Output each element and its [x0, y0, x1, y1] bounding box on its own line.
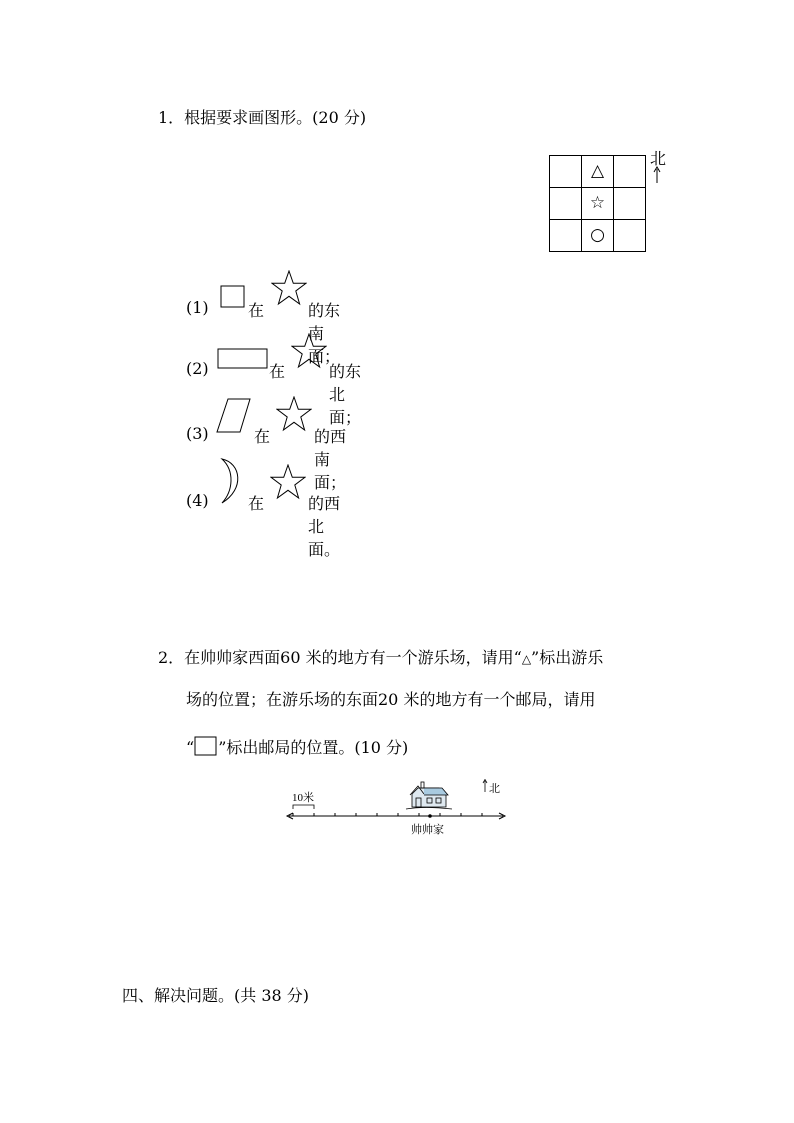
north-arrow-icon — [482, 779, 488, 793]
post-office-square-icon — [194, 736, 218, 756]
q1-title: 1．根据要求画图形。(20 分) — [158, 108, 367, 127]
grid-cell — [550, 188, 582, 220]
rectangle-icon — [217, 348, 269, 370]
number-line-diagram — [284, 776, 508, 836]
q2-line-2: 场的位置；在游乐场的东面20 米的地方有一个邮局，请用 — [186, 690, 596, 709]
scale-label: 10米 — [292, 792, 314, 804]
item-direction: 的西南面； — [314, 427, 347, 492]
star-icon — [271, 270, 307, 306]
house-icon — [406, 782, 452, 809]
item-at: 在 — [254, 427, 271, 446]
triangle-symbol: △ — [521, 652, 532, 666]
crescent-icon — [219, 457, 247, 505]
north-label: 北 — [650, 149, 667, 168]
q2-text-tail: ”标出游乐 — [531, 648, 604, 667]
grid-cell — [550, 156, 582, 188]
item-direction: 的东南面； — [308, 301, 341, 366]
item-direction: 的西北面。 — [308, 494, 341, 559]
direction-grid — [549, 155, 646, 252]
item-direction: 的东北面； — [329, 362, 362, 427]
home-label: 帅帅家 — [411, 824, 444, 836]
item-at: 在 — [248, 494, 265, 513]
parallelogram-icon — [216, 398, 252, 434]
grid-cell — [614, 220, 646, 252]
north-label: 北 — [489, 783, 500, 795]
star-icon — [276, 396, 312, 432]
star-icon — [291, 333, 327, 369]
north-arrow-icon — [652, 166, 662, 184]
grid-cell-circle: ○ — [582, 220, 614, 252]
item-number: (1) — [186, 298, 209, 317]
item-number: (2) — [186, 359, 209, 378]
q2-text: 2．在帅帅家西面60 米的地方有一个游乐场，请用“ — [158, 648, 522, 667]
section-4-title: 四、解决问题。(共 38 分) — [122, 986, 310, 1005]
item-number: (4) — [186, 491, 209, 510]
grid-cell — [550, 220, 582, 252]
q2-line-1 — [158, 648, 603, 669]
grid-cell — [614, 156, 646, 188]
star-icon — [270, 464, 306, 500]
item-at: 在 — [269, 362, 286, 381]
item-number: (3) — [186, 424, 209, 443]
grid-cell-triangle: △ — [582, 156, 614, 188]
item-at: 在 — [248, 301, 265, 320]
grid-cell-star: ☆ — [582, 188, 614, 220]
grid-cell — [614, 188, 646, 220]
q2-text-tail: ”标出邮局的位置。(10 分) — [218, 738, 409, 757]
square-icon — [220, 285, 246, 309]
q2-open-quote: “ — [186, 738, 195, 757]
q2-line-3 — [186, 736, 408, 758]
